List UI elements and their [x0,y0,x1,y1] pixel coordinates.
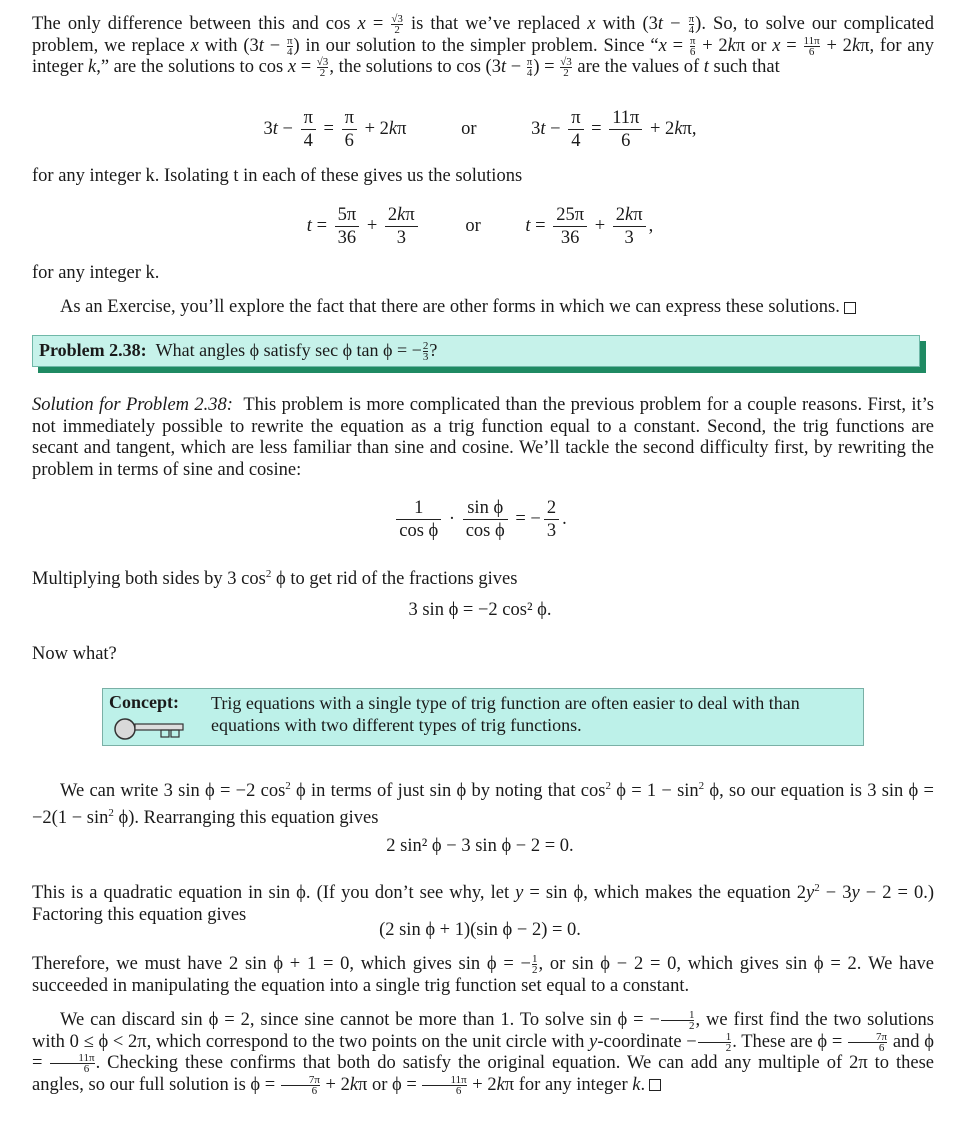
key-icon [113,717,187,741]
equation-5: 2 sin² ϕ − 3 sin ϕ − 2 = 0. [386,836,574,856]
equation-4: 3 sin ϕ = −2 cos² ϕ. [408,600,552,620]
qed-icon [649,1079,661,1091]
paragraph-multiplying: Multiplying both sides by 3 $\cos^2 \phi$ to get rid of the fractions gives [32,568,518,590]
equation-3: $\frac{1}{\text{cos ϕ}}$ · $\frac{\text{sin ϕ}}{\text{cos ϕ}}$ = − $\frac{2}{3}$ . [0,497,960,542]
qed-icon [844,302,856,314]
paragraph-any-integer: for any integer k. [32,263,160,283]
equation-1: 3t − $\frac{\pi}{4}$ = $\frac{\pi}{6}$ + 2kπ or 3t − $\frac{\pi}{4}$ = $\frac{11\pi}{6}$ + 2kπ, [263,108,697,151]
paragraph-isolating: for any integer k. Isolating t in each of these gives us the solutions [32,166,523,186]
solution-label: Solution for Problem 2.38: [32,395,233,415]
equation-6: (2 sin ϕ + 1)(sin ϕ − 2) = 0. [379,920,581,940]
paragraph-rewrite: We can write 3 sin ϕ = −2 $\cos^2 \phi$ in terms of just sin ϕ by noting that $\cos^2 \phi = 1 - \sin^2 \phi$, so our equation is 3 $\sin \phi = -2(1 - \sin^2 \phi)$. Rearranging this equation gives [32,780,934,828]
equation-2: t = $\frac{5\pi}{36}$ + $\frac{2k\pi}{3}$ or t = $\frac{25\pi}{36}$ + $\frac{2k\pi}{3}$ , [306,205,654,248]
problem-box [32,335,920,367]
concept-text: Trig equations with a single type of trig function are often easier to deal with than equations with two different types of trig functions. [211,693,800,735]
problem-label: Problem 2.38: [39,340,147,360]
concept-box [102,688,864,746]
solution-intro: Solution for Problem 2.38: This problem is more complicated than the previous problem for a couple reasons. First, it’s not immediately possible to rewrite the equation as a trig function equal to a constant. Second, the trig functions are secant and tangent, which are less familiar than sine and cosine. We’ll tackle the second difficulty first, by rewriting the problem in terms of sine and cosine: [32,395,934,480]
paragraph-quadratic: This is a quadratic equation in sin ϕ. (If you don’t see why, let y = sin ϕ, which makes the equation $2y^2 - 3y - 2 = 0$.) Factoring this equation gives [32,882,935,925]
paragraph-conclusion: We can discard sin ϕ = 2, since sine cannot be more than 1. To solve sin ϕ = − $\frac{1}{2}$ , we first find the two solutions with 0 ≤ ϕ < 2π, which correspond to the two points on the unit circle with y-coordinate − $\frac{1}{2}$ . These are ϕ = $\frac{7\pi}{6}$ and ϕ = $\frac{11\pi}{6}$ . Checking these confirms that both do satisfy the original equation. We can add any multiple of 2π to these angles, so our full solution is ϕ = $\frac{7\pi}{6}$ + 2kπ or ϕ = $\frac{11\pi}{6}$ + 2kπ for any integer k. [32,1009,935,1097]
concept-label: Concept: [109,692,179,712]
paragraph-intro: The only difference between this and cos x = $\frac{√3}{2}$ is that we’ve replaced x with (3t − $\frac{\pi}{4}$ ). So, to solve our complicated problem, we replace x with (3t − $\frac{\pi}{4}$ ) in our solution to the simpler problem. Since “x = $\frac{\pi}{6}$ + 2kπ or x = $\frac{11\pi}{6}$ + 2kπ, for any integer k,” are the solutions to cos x = $\frac{√3}{2}$ , the solutions to cos (3t − $\frac{\pi}{4}$ ) = $\frac{√3}{2}$ are the values of t such that [32,13,934,80]
paragraph-exercise: As an Exercise, you’ll explore the fact that there are other forms in which we can express these solutions. [32,297,934,319]
paragraph-now-what: Now what? [32,644,117,664]
problem-text: What angles ϕ satisfy sec ϕ tan ϕ = − $\frac{2}{3}$ ? [151,340,438,364]
paragraph-therefore: Therefore, we must have 2 sin ϕ + 1 = 0, which gives sin ϕ = − $\frac{1}{2}$ , or sin ϕ − 2 = 0, which gives sin ϕ = 2. We have succeeded in manipulating the equation into a single trig function set equal to a constant. [32,953,934,996]
